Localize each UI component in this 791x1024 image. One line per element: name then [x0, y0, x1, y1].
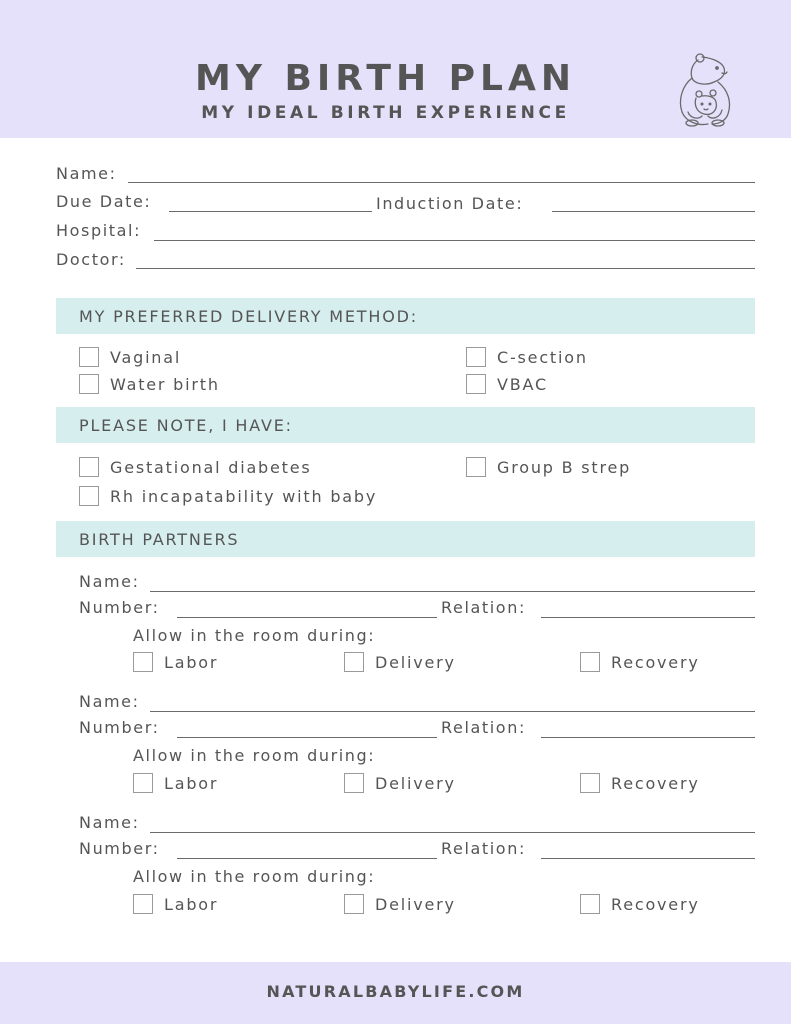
checkbox[interactable] [133, 894, 153, 914]
checkbox[interactable] [133, 773, 153, 793]
partner-relation-label: Relation: [441, 718, 526, 737]
partner-relation-field[interactable] [541, 737, 755, 738]
footer-site-link[interactable]: NATURALBABYLIFE.COM [266, 982, 525, 1001]
checkbox[interactable] [79, 374, 99, 394]
checkbox[interactable] [580, 773, 600, 793]
option-label: Recovery [611, 895, 700, 914]
partner-relation-label: Relation: [441, 598, 526, 617]
bear-mother-and-cub-icon [672, 46, 738, 130]
allow-in-room-label: Allow in the room during: [133, 867, 376, 886]
page-title: MY BIRTH PLAN [195, 58, 576, 99]
induction-date-label: Induction Date: [376, 194, 524, 213]
partner-number-label: Number: [79, 839, 160, 858]
dates-row [0, 192, 791, 214]
checkbox[interactable] [466, 347, 486, 367]
partner-name-row [0, 692, 791, 714]
option-label: Delivery [375, 774, 456, 793]
checkbox[interactable] [580, 894, 600, 914]
due-date-label: Due Date: [56, 192, 152, 211]
option-label: Water birth [110, 375, 220, 394]
checkbox[interactable] [79, 347, 99, 367]
option-label: Rh incapatability with baby [110, 487, 378, 506]
option-label: VBAC [497, 375, 548, 394]
partner-name-label: Name: [79, 692, 140, 711]
partner-number-label: Number: [79, 598, 160, 617]
partner-name-row [0, 572, 791, 594]
partner-relation-field[interactable] [541, 858, 755, 859]
checkbox[interactable] [466, 457, 486, 477]
option-label: Labor [164, 653, 219, 672]
partner-number-label: Number: [79, 718, 160, 737]
delivery-method-heading-band [56, 298, 755, 334]
doctor-field[interactable] [136, 268, 755, 269]
partner-number-field[interactable] [177, 617, 437, 618]
checkbox[interactable] [580, 652, 600, 672]
option-label: Labor [164, 895, 219, 914]
partner-name-field[interactable] [150, 591, 755, 592]
checkbox[interactable] [344, 652, 364, 672]
hospital-field[interactable] [154, 240, 755, 241]
conditions-heading-band [56, 407, 755, 443]
option-label: Vaginal [110, 348, 182, 367]
option-label: Delivery [375, 895, 456, 914]
partner-number-row [0, 598, 791, 620]
partner-allow-row [0, 867, 791, 889]
option-label: C-section [497, 348, 588, 367]
checkbox[interactable] [79, 457, 99, 477]
due-date-field[interactable] [169, 211, 372, 212]
partner-number-field[interactable] [177, 858, 437, 859]
birth-partners-heading: BIRTH PARTNERS [79, 530, 240, 549]
partner-name-label: Name: [79, 813, 140, 832]
hospital-label: Hospital: [56, 221, 142, 240]
partner-name-label: Name: [79, 572, 140, 591]
checkbox[interactable] [133, 652, 153, 672]
option-label: Delivery [375, 653, 456, 672]
option-label: Group B strep [497, 458, 632, 477]
partner-number-field[interactable] [177, 737, 437, 738]
partner-allow-row [0, 746, 791, 768]
checkbox[interactable] [79, 486, 99, 506]
footer-banner [0, 962, 791, 1024]
checkbox[interactable] [344, 773, 364, 793]
page-subtitle: MY IDEAL BIRTH EXPERIENCE [201, 103, 570, 123]
option-label: Recovery [611, 653, 700, 672]
option-label: Recovery [611, 774, 700, 793]
partner-relation-field[interactable] [541, 617, 755, 618]
birth-partners-heading-band [56, 521, 755, 557]
partner-allow-row [0, 626, 791, 648]
hospital-row [0, 221, 791, 243]
induction-date-field[interactable] [552, 211, 755, 212]
partner-number-row [0, 718, 791, 740]
option-label: Labor [164, 774, 219, 793]
partner-relation-label: Relation: [441, 839, 526, 858]
doctor-label: Doctor: [56, 250, 126, 269]
name-field[interactable] [128, 182, 755, 183]
checkbox[interactable] [344, 894, 364, 914]
name-label: Name: [56, 164, 117, 183]
partner-number-row [0, 839, 791, 861]
header-banner [0, 0, 791, 138]
name-row [0, 164, 791, 186]
conditions-heading: PLEASE NOTE, I HAVE: [79, 416, 293, 435]
partner-name-field[interactable] [150, 711, 755, 712]
allow-in-room-label: Allow in the room during: [133, 626, 376, 645]
delivery-method-heading: MY PREFERRED DELIVERY METHOD: [79, 307, 418, 326]
partner-name-field[interactable] [150, 832, 755, 833]
partner-name-row [0, 813, 791, 835]
checkbox[interactable] [466, 374, 486, 394]
option-label: Gestational diabetes [110, 458, 312, 477]
allow-in-room-label: Allow in the room during: [133, 746, 376, 765]
doctor-row [0, 250, 791, 272]
